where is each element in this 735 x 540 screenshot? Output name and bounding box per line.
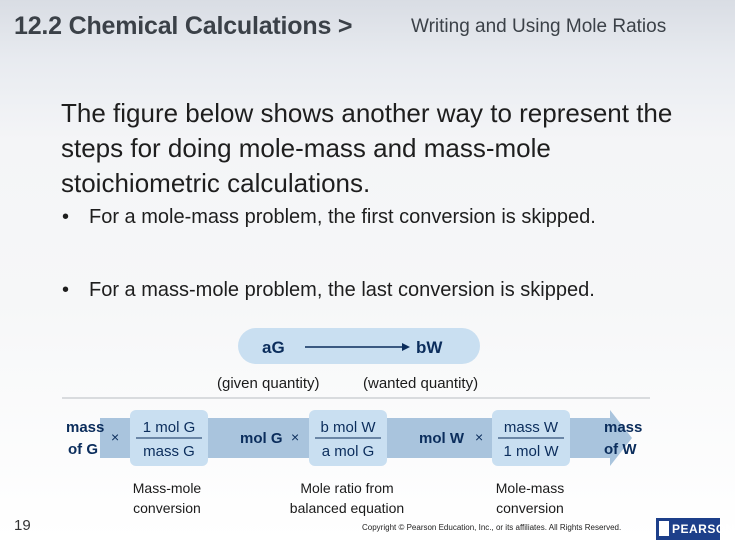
slide-title-sub: Writing and Using Mole Ratios <box>411 16 667 37</box>
times-symbol: × <box>111 429 120 445</box>
caption-mass-mole-line1: Mass-mole <box>132 480 202 496</box>
mol-w-label: mol W <box>419 430 464 447</box>
bullet-dot: • <box>62 279 70 301</box>
slide-number: 19 <box>14 517 31 534</box>
mass-w-line2: of W <box>604 441 637 458</box>
frac3-numerator: mass W <box>503 419 559 436</box>
frac2-numerator: b mol W <box>320 419 376 436</box>
logo-text: PEARSON <box>672 522 735 536</box>
caption-mass-mole-line2: conversion <box>133 500 201 516</box>
bullet-text: For a mole-mass problem, the first conversion is skipped. <box>89 206 596 228</box>
caption-mole-ratio-line1: Mole ratio from <box>300 480 394 496</box>
mass-g-line1: mass <box>66 419 105 436</box>
slide-title-main: 12.2 Chemical Calculations > <box>14 12 353 40</box>
mass-w-line1: mass <box>604 419 643 436</box>
caption-mole-ratio-line2: balanced equation <box>289 500 405 516</box>
logo-mark-icon <box>659 521 669 536</box>
caption-mole-mass-line1: Mole-mass <box>495 480 565 496</box>
frac1-numerator: 1 mol G <box>142 419 196 436</box>
equation-left: aG <box>262 338 285 357</box>
mass-g-line2: of G <box>68 441 98 458</box>
frac3-denominator: 1 mol W <box>503 443 559 460</box>
wanted-quantity-label: (wanted quantity) <box>363 375 479 392</box>
caption-mole-mass-line2: conversion <box>496 500 564 516</box>
stoichiometry-figure <box>0 320 720 520</box>
equation-right: bW <box>416 338 443 357</box>
frac2-denominator: a mol G <box>321 443 375 460</box>
frac1-denominator: mass G <box>143 443 195 460</box>
times-symbol: × <box>475 429 484 445</box>
copyright-notice: Copyright © Pearson Education, Inc., or its affiliates. All Rights Reserved. <box>362 523 622 532</box>
bullet-text: For a mass-mole problem, the last conversion is skipped. <box>89 279 595 301</box>
given-quantity-label: (given quantity) <box>217 375 320 392</box>
slide-header <box>0 0 720 56</box>
pearson-logo <box>656 518 735 540</box>
times-symbol: × <box>291 429 300 445</box>
mol-g-label: mol G <box>240 430 283 447</box>
bullet-dot: • <box>62 206 70 228</box>
intro-paragraph: The figure below shows another way to represent the steps for doing mole-mass and mass-mole stoichiometric calculations. <box>61 98 673 198</box>
